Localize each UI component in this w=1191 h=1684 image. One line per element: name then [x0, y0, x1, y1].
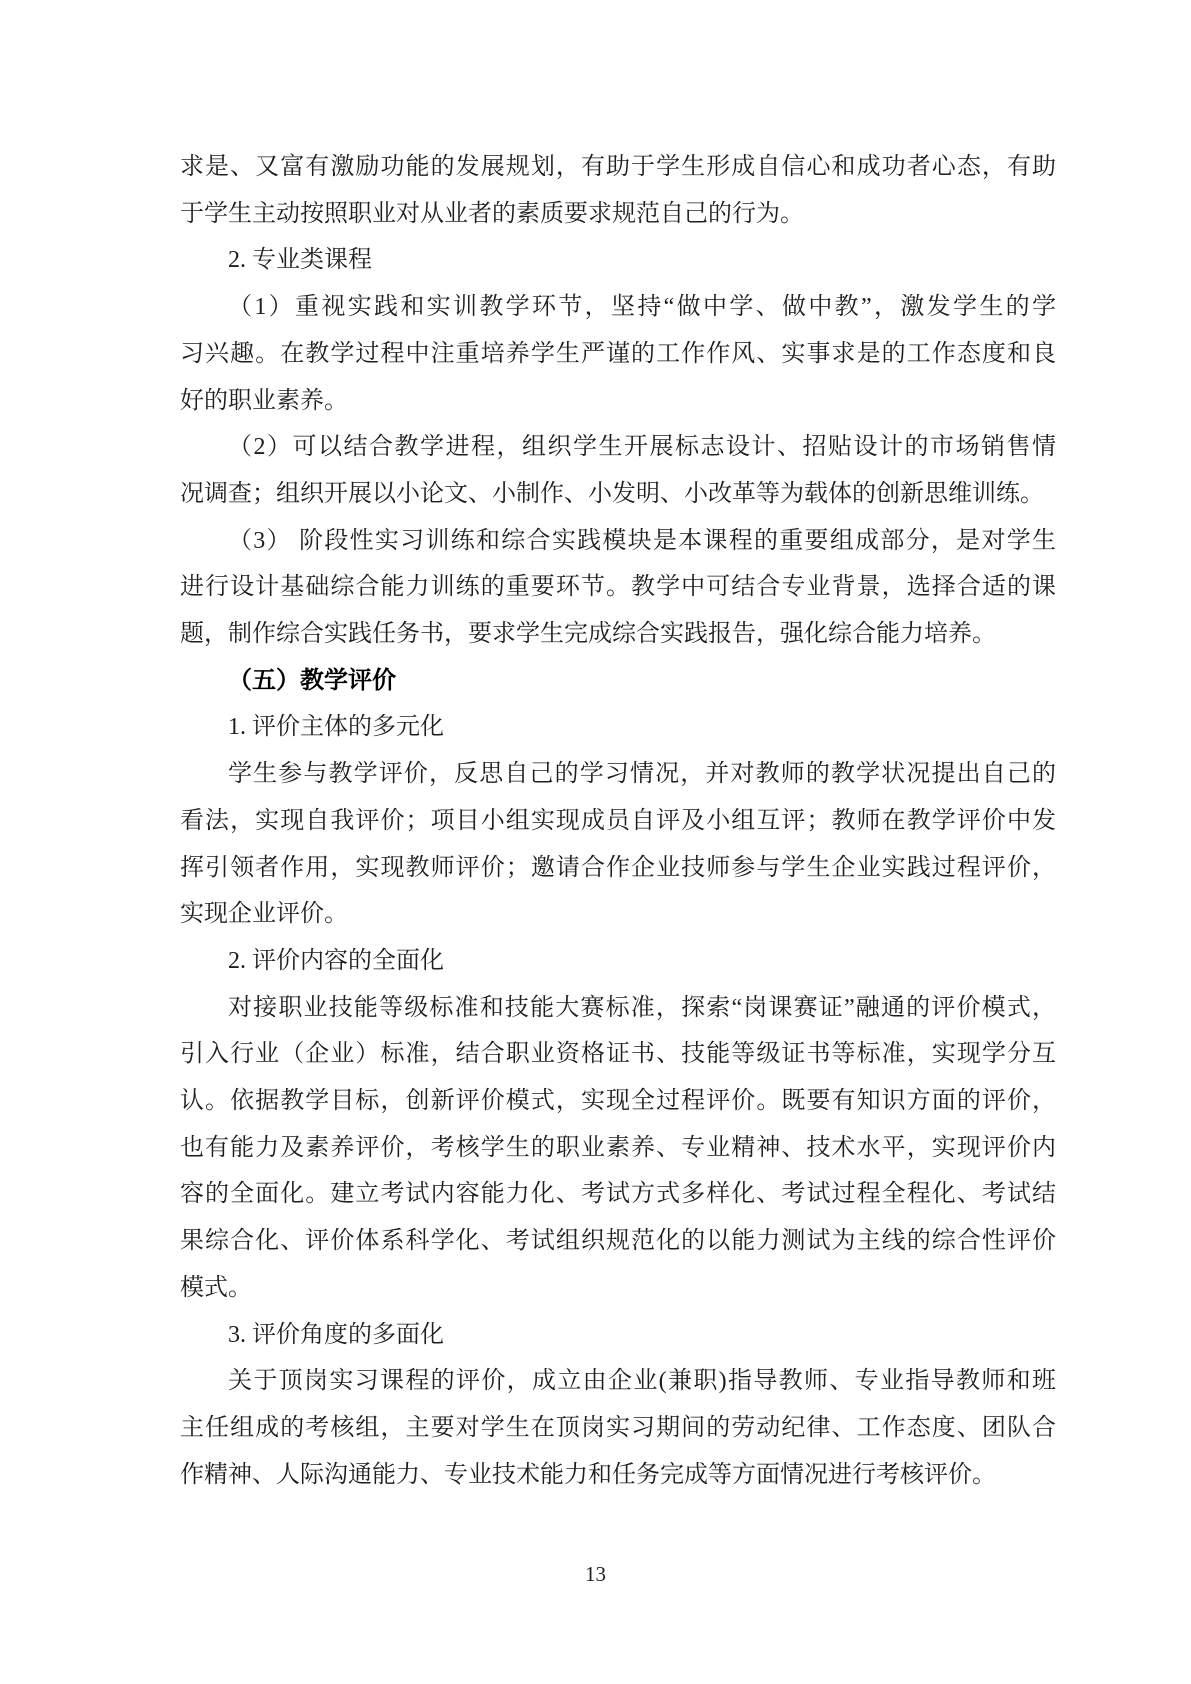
paragraph	[180, 1312, 1056, 1359]
text-line: 学生参与教学评价，反思自己的学习情况，并对教师的教学状况提出自己的	[228, 761, 1056, 788]
text-line: 好的职业素养。	[180, 387, 348, 414]
page-body	[180, 144, 1056, 1498]
paragraph	[180, 284, 1056, 424]
text-line: 主任组成的考核组，主要对学生在顶岗实习期间的劳动纪律、工作态度、团队合	[180, 1414, 1056, 1441]
text-line: 题，制作综合实践任务书，要求学生完成综合实践报告，强化综合能力培养。	[180, 621, 996, 648]
text-line: （1）重视实践和实训教学环节，坚持“做中学、做中教”，激发学生的学	[228, 294, 1056, 321]
text-line: （2）可以结合教学进程，组织学生开展标志设计、招贴设计的市场销售情	[228, 434, 1056, 461]
text-line: 果综合化、评价体系科学化、考试组织规范化的以能力测试为主线的综合性评价	[180, 1228, 1056, 1255]
text-line: 2. 专业类课程	[228, 247, 372, 274]
text-line: 况调查；组织开展以小论文、小制作、小发明、小改革等为载体的创新思维训练。	[180, 480, 1044, 507]
paragraph	[180, 144, 1056, 237]
paragraph	[180, 237, 1056, 284]
paragraph	[180, 1358, 1056, 1498]
page-number: 13	[585, 1562, 606, 1586]
paragraph	[180, 985, 1056, 1312]
heading-line: （五）教学评价	[228, 667, 396, 694]
paragraph	[180, 704, 1056, 751]
paragraph	[180, 938, 1056, 985]
text-line: 3. 评价角度的多面化	[228, 1321, 444, 1348]
text-line: 作精神、人际沟通能力、专业技术能力和任务完成等方面情况进行考核评价。	[180, 1461, 996, 1488]
paragraph	[180, 518, 1056, 658]
text-line: 求是、又富有激励功能的发展规划，有助于学生形成自信心和成功者心态，有助	[180, 154, 1056, 180]
text-line: 也有能力及素养评价，考核学生的职业素养、专业精神、技术水平，实现评价内	[180, 1134, 1056, 1161]
paragraph	[180, 424, 1056, 517]
text-line: 模式。	[180, 1274, 252, 1301]
text-line: 习兴趣。在教学过程中注重培养学生严谨的工作作风、实事求是的工作态度和良	[180, 340, 1056, 367]
section-heading	[180, 658, 1056, 705]
text-line: 实现企业评价。	[180, 901, 348, 928]
paragraph	[180, 751, 1056, 938]
text-line: 对接职业技能等级标准和技能大赛标准，探索“岗课赛证”融通的评价模式，	[228, 994, 1056, 1021]
text-line: 关于顶岗实习课程的评价，成立由企业(兼职)指导教师、专业指导教师和班	[228, 1368, 1056, 1395]
text-line: 认。依据教学目标，创新评价模式，实现全过程评价。既要有知识方面的评价，	[180, 1088, 1056, 1115]
text-line: 1. 评价主体的多元化	[228, 714, 444, 741]
text-line: 进行设计基础综合能力训练的重要环节。教学中可结合专业背景，选择合适的课	[180, 574, 1056, 601]
text-line: （3） 阶段性实习训练和综合实践模块是本课程的重要组成部分，是对学生	[228, 527, 1056, 554]
text-line: 容的全面化。建立考试内容能力化、考试方式多样化、考试过程全程化、考试结	[180, 1181, 1056, 1208]
text-line: 引入行业（企业）标准，结合职业资格证书、技能等级证书等标准，实现学分互	[180, 1041, 1056, 1068]
text-line: 看法，实现自我评价；项目小组实现成员自评及小组互评；教师在教学评价中发	[180, 807, 1056, 834]
text-line: 于学生主动按照职业对从业者的素质要求规范自己的行为。	[180, 200, 804, 227]
page-footer	[0, 1562, 1191, 1586]
text-line: 2. 评价内容的全面化	[228, 947, 444, 974]
text-line: 挥引领者作用，实现教师评价；邀请合作企业技师参与学生企业实践过程评价，	[180, 854, 1056, 881]
